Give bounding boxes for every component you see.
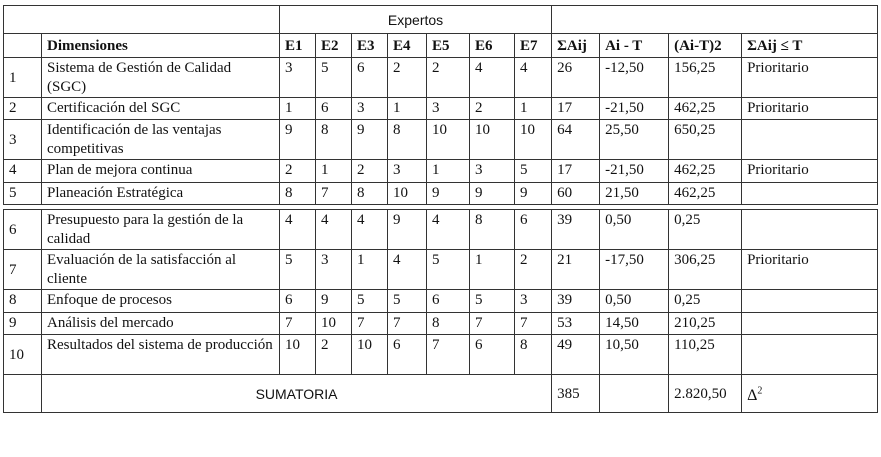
expert-score-e3: 1: [352, 250, 388, 290]
expert-score-e6: 3: [470, 160, 515, 183]
row-number: 1: [4, 58, 42, 98]
row-priority: [742, 210, 878, 250]
expert-score-e5: 9: [427, 183, 470, 205]
row-dimension: Resultados del sistema de producción: [42, 335, 280, 375]
row-ai-minus-t: -21,50: [600, 98, 669, 120]
table-row: [4, 160, 878, 183]
expert-score-e5: 8: [427, 313, 470, 335]
expert-score-e4: 9: [388, 210, 427, 250]
row-number: 5: [4, 183, 42, 205]
expert-score-e4: 4: [388, 250, 427, 290]
row-dimension: Certificación del SGC: [42, 98, 280, 120]
expert-score-e4: 1: [388, 98, 427, 120]
expert-score-e7: 1: [515, 98, 552, 120]
col-header-e1: E1: [280, 34, 316, 58]
row-priority: Prioritario: [742, 160, 878, 183]
expert-score-e6: 8: [470, 210, 515, 250]
expert-score-e4: 5: [388, 290, 427, 313]
row-ai-minus-t-squared: 462,25: [669, 160, 742, 183]
row-sum-aij: 39: [552, 210, 600, 250]
expert-score-e1: 6: [280, 290, 316, 313]
expert-score-e1: 5: [280, 250, 316, 290]
col-header-sum-aij: ΣAij: [552, 34, 600, 58]
row-dimension: Plan de mejora continua: [42, 160, 280, 183]
table-row: [4, 58, 878, 98]
expert-score-e7: 9: [515, 183, 552, 205]
row-number: 9: [4, 313, 42, 335]
row-ai-minus-t: -17,50: [600, 250, 669, 290]
expert-score-e6: 4: [470, 58, 515, 98]
col-header-e6: E6: [470, 34, 515, 58]
row-priority: [742, 313, 878, 335]
row-ai-minus-t: -21,50: [600, 160, 669, 183]
row-priority: Prioritario: [742, 250, 878, 290]
expert-score-e7: 6: [515, 210, 552, 250]
expert-score-e6: 10: [470, 120, 515, 160]
row-ai-minus-t: 10,50: [600, 335, 669, 375]
expert-score-e7: 8: [515, 335, 552, 375]
expert-score-e5: 1: [427, 160, 470, 183]
expert-score-e2: 8: [316, 120, 352, 160]
expert-score-e5: 3: [427, 98, 470, 120]
row-number: 4: [4, 160, 42, 183]
expert-score-e6: 5: [470, 290, 515, 313]
expert-score-e5: 10: [427, 120, 470, 160]
expert-score-e6: 9: [470, 183, 515, 205]
row-ai-minus-t-squared: 650,25: [669, 120, 742, 160]
expert-score-e6: 6: [470, 335, 515, 375]
expert-score-e2: 7: [316, 183, 352, 205]
expert-score-e5: 4: [427, 210, 470, 250]
row-priority: [742, 335, 878, 375]
row-sum-aij: 49: [552, 335, 600, 375]
delta-exponent: 2: [757, 385, 763, 397]
expert-score-e2: 1: [316, 160, 352, 183]
row-sum-aij: 17: [552, 98, 600, 120]
expert-score-e3: 10: [352, 335, 388, 375]
expert-score-e7: 2: [515, 250, 552, 290]
row-ai-minus-t-squared: 156,25: [669, 58, 742, 98]
row-dimension: Presupuesto para la gestión de la calidad: [42, 210, 280, 250]
expert-score-e4: 2: [388, 58, 427, 98]
expert-score-e5: 7: [427, 335, 470, 375]
row-priority: [742, 120, 878, 160]
expert-score-e3: 2: [352, 160, 388, 183]
expert-score-e6: 7: [470, 313, 515, 335]
row-sum-aij: 64: [552, 120, 600, 160]
row-ai-minus-t: -12,50: [600, 58, 669, 98]
table-row: [4, 290, 878, 313]
table-row: [4, 98, 878, 120]
expert-score-e1: 2: [280, 160, 316, 183]
expert-score-e5: 5: [427, 250, 470, 290]
col-header-e5: E5: [427, 34, 470, 58]
expert-score-e1: 4: [280, 210, 316, 250]
row-dimension: Sistema de Gestión de Calidad (SGC): [42, 58, 280, 98]
table-row: [4, 183, 878, 205]
row-sum-aij: 17: [552, 160, 600, 183]
col-header-ai-minus-t: Ai - T: [600, 34, 669, 58]
col-header-e4: E4: [388, 34, 427, 58]
table-row: [4, 335, 878, 375]
row-number: 8: [4, 290, 42, 313]
row-dimension: Planeación Estratégica: [42, 183, 280, 205]
expert-score-e7: 7: [515, 313, 552, 335]
table-row: [4, 120, 878, 160]
row-sum-aij: 53: [552, 313, 600, 335]
expert-score-e1: 1: [280, 98, 316, 120]
expert-score-e1: 10: [280, 335, 316, 375]
expert-score-e6: 2: [470, 98, 515, 120]
expert-score-e2: 4: [316, 210, 352, 250]
expert-score-e5: 6: [427, 290, 470, 313]
row-ai-minus-t: 21,50: [600, 183, 669, 205]
expert-score-e4: 7: [388, 313, 427, 335]
row-dimension: Evaluación de la satisfacción al cliente: [42, 250, 280, 290]
expert-score-e1: 8: [280, 183, 316, 205]
expert-score-e4: 10: [388, 183, 427, 205]
row-ai-minus-t: 0,50: [600, 290, 669, 313]
col-header-sum-aij-le-t: ΣAij ≤ T: [742, 34, 878, 58]
row-priority: Prioritario: [742, 98, 878, 120]
row-number: 6: [4, 210, 42, 250]
col-header-e2: E2: [316, 34, 352, 58]
row-ai-minus-t-squared: 462,25: [669, 98, 742, 120]
col-header-e7: E7: [515, 34, 552, 58]
expert-score-e2: 3: [316, 250, 352, 290]
expert-score-e6: 1: [470, 250, 515, 290]
row-sum-aij: 26: [552, 58, 600, 98]
expert-score-e5: 2: [427, 58, 470, 98]
row-ai-minus-t-squared: 306,25: [669, 250, 742, 290]
expert-score-e1: 9: [280, 120, 316, 160]
group-header-row: [4, 6, 878, 34]
table-row: [4, 210, 878, 250]
table-row: [4, 250, 878, 290]
row-dimension: Análisis del mercado: [42, 313, 280, 335]
row-ai-minus-t: 14,50: [600, 313, 669, 335]
row-sum-aij: 21: [552, 250, 600, 290]
expert-score-e7: 3: [515, 290, 552, 313]
column-header-row: [4, 34, 878, 58]
row-ai-minus-t: 25,50: [600, 120, 669, 160]
col-header-e3: E3: [352, 34, 388, 58]
table-row: [4, 313, 878, 335]
expert-score-e2: 9: [316, 290, 352, 313]
row-priority: Prioritario: [742, 58, 878, 98]
sumatoria-row: [4, 375, 878, 413]
expert-score-e4: 6: [388, 335, 427, 375]
expert-score-e3: 4: [352, 210, 388, 250]
expert-evaluation-table: [3, 5, 878, 413]
row-number: 10: [4, 335, 42, 375]
row-number: 3: [4, 120, 42, 160]
row-ai-minus-t-squared: 110,25: [669, 335, 742, 375]
expert-score-e1: 3: [280, 58, 316, 98]
sumatoria-ait2: 2.820,50: [669, 375, 742, 413]
expert-score-e7: 5: [515, 160, 552, 183]
row-ai-minus-t-squared: 462,25: [669, 183, 742, 205]
delta-symbol: Δ: [747, 387, 758, 405]
row-ai-minus-t-squared: 210,25: [669, 313, 742, 335]
row-dimension: Identificación de las ventajas competitivas: [42, 120, 280, 160]
col-header-dimensiones: Dimensiones: [42, 34, 280, 58]
row-number: 7: [4, 250, 42, 290]
row-priority: [742, 290, 878, 313]
expert-score-e3: 8: [352, 183, 388, 205]
expert-score-e3: 9: [352, 120, 388, 160]
row-sum-aij: 39: [552, 290, 600, 313]
expert-score-e3: 7: [352, 313, 388, 335]
expert-score-e4: 8: [388, 120, 427, 160]
expertos-label: Expertos: [280, 6, 552, 34]
expert-score-e7: 4: [515, 58, 552, 98]
delta-cell: [742, 375, 878, 413]
row-ai-minus-t-squared: 0,25: [669, 290, 742, 313]
expert-score-e3: 6: [352, 58, 388, 98]
expert-score-e2: 5: [316, 58, 352, 98]
expert-score-e3: 5: [352, 290, 388, 313]
expert-score-e2: 6: [316, 98, 352, 120]
row-ai-minus-t-squared: 0,25: [669, 210, 742, 250]
expert-score-e7: 10: [515, 120, 552, 160]
row-number: 2: [4, 98, 42, 120]
col-header-ai-minus-t-squared: (Ai-T)2: [669, 34, 742, 58]
sumatoria-label: SUMATORIA: [42, 375, 552, 413]
row-sum-aij: 60: [552, 183, 600, 205]
expert-score-e3: 3: [352, 98, 388, 120]
row-priority: [742, 183, 878, 205]
row-ai-minus-t: 0,50: [600, 210, 669, 250]
row-dimension: Enfoque de procesos: [42, 290, 280, 313]
expert-score-e2: 10: [316, 313, 352, 335]
expert-score-e2: 2: [316, 335, 352, 375]
sumatoria-sum: 385: [552, 375, 600, 413]
expert-score-e4: 3: [388, 160, 427, 183]
expert-score-e1: 7: [280, 313, 316, 335]
